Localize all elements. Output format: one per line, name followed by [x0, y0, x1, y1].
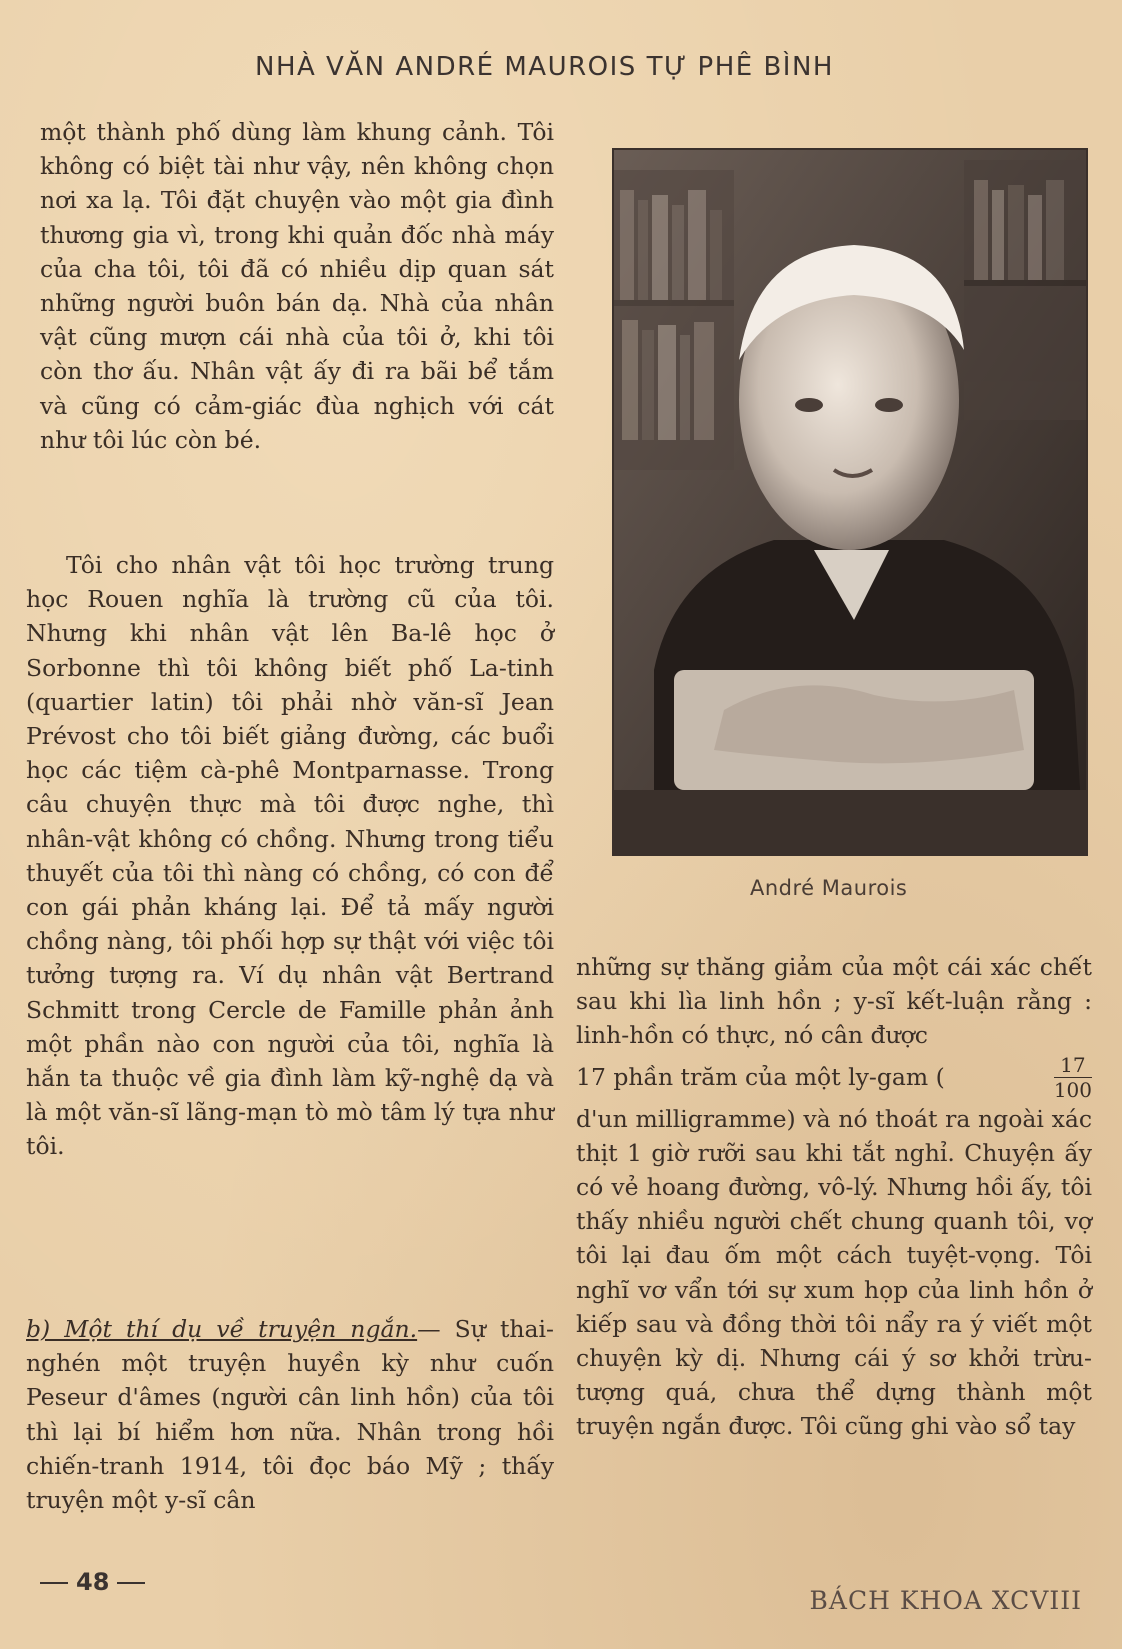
right-paragraph-start: những sự thăng giảm của một cái xác chết sau khi lìa linh hồn ; y-sĩ kết-luận rằng : linh-hồn có thực, nó cân được — [576, 953, 1092, 1050]
author-portrait-photo — [612, 148, 1088, 856]
paragraph-1: một thành phố dùng làm khung cảnh. Tôi không có biệt tài như vậy, nên không chọn nơi xa lạ. Tôi đặt chuyện vào một gia đình thương gia vì, trong khi quản đốc nhà máy của cha tôi, tôi đã có nhiều dịp quan sát những người buôn bán dạ. Nhà của nhân vật cũng mượn cái nhà của tôi ở, khi tôi còn thơ ấu. Nhân vật ấy đi ra bãi bể tắm và cũng có cảm-giác đùa nghịch với cát như tôi lúc còn bé. — [40, 118, 554, 454]
paragraph-3-text: — Sự thai-nghén một truyện huyền kỳ như cuốn Peseur d'âmes (người cân linh hồn) của tôi thì lại bí hiểm hơn nữa. Nhân trong hồi chiến-tranh 1914, tôi đọc báo Mỹ ; thấy truyện một y-sĩ cân — [26, 1315, 554, 1515]
right-column — [576, 950, 1092, 1444]
dash-left — [40, 1582, 68, 1584]
portrait-image — [614, 150, 1086, 854]
page-number — [32, 1568, 153, 1596]
fraction-numerator: 17 — [1054, 1053, 1091, 1078]
running-title: NHÀ VĂN ANDRÉ MAUROIS TỰ PHÊ BÌNH — [255, 52, 834, 82]
dash-right — [117, 1582, 145, 1584]
paragraph-2: Tôi cho nhân vật tôi học trường trung học Rouen nghĩa là trường cũ của tôi. Nhưng khi nhân vật lên Ba-lê học ở Sorbonne thì tôi không biết phố La-tinh (quartier latin) tôi phải nhờ văn-sĩ Jean Prévost cho tôi biết giảng đường, các buổi học các tiệm cà-phê Montparnasse. Trong câu chuyện thực mà tôi được nghe, thì nhân-vật không có chồng. Nhưng trong tiểu thuyết của tôi thì nàng có chồng, có con để con gái phản kháng lại. Để tả mấy người chồng nàng, tôi phối hợp sự thật với việc tôi tưởng tượng ra. Ví dụ nhân vật Bertrand Schmitt trong Cercle de Famille phản ảnh một phần nào con người của tôi, nghĩa là hắn ta thuộc về gia đình làm kỹ-nghệ dạ và là một văn-sĩ lãng-mạn tò mò tâm lý tựa như tôi. — [26, 551, 554, 1161]
right-paragraph-continued: d'un milligramme) và nó thoát ra ngoài xác thịt 1 giờ rưỡi sau khi tắt nghỉ. Chuyện ấy có vẻ hoang đường, vô-lý. Nhưng hồi ấy, tôi thấy nhiều người chết chung quanh tôi, vợ tôi lại đau ốm một cách tuyệt-vọng. Tôi nghĩ vơ vẩn tới sự xum họp của linh hồn ở kiếp sau và đồng thời tôi nẩy ra ý viết một chuyện kỳ dị. Nhưng cái ý sơ khởi trừu-tượng quá, chưa thể dựng thành một truyện ngắn được. Tôi cũng ghi vào sổ tay — [576, 1104, 1092, 1441]
page-number-text: 48 — [76, 1568, 110, 1596]
paragraph-3 — [26, 1312, 554, 1517]
fraction-line — [576, 1053, 1092, 1102]
fraction-denominator: 100 — [1053, 1077, 1092, 1102]
photo-caption: André Maurois — [750, 876, 908, 900]
fraction — [1054, 1053, 1092, 1102]
magazine-footer: BÁCH KHOA XCVIII — [809, 1586, 1082, 1615]
section-subheading: b) Một thí dụ về truyện ngắn. — [26, 1315, 418, 1343]
fraction-line-text: 17 phần trăm của một ly-gam ( — [576, 1063, 945, 1091]
